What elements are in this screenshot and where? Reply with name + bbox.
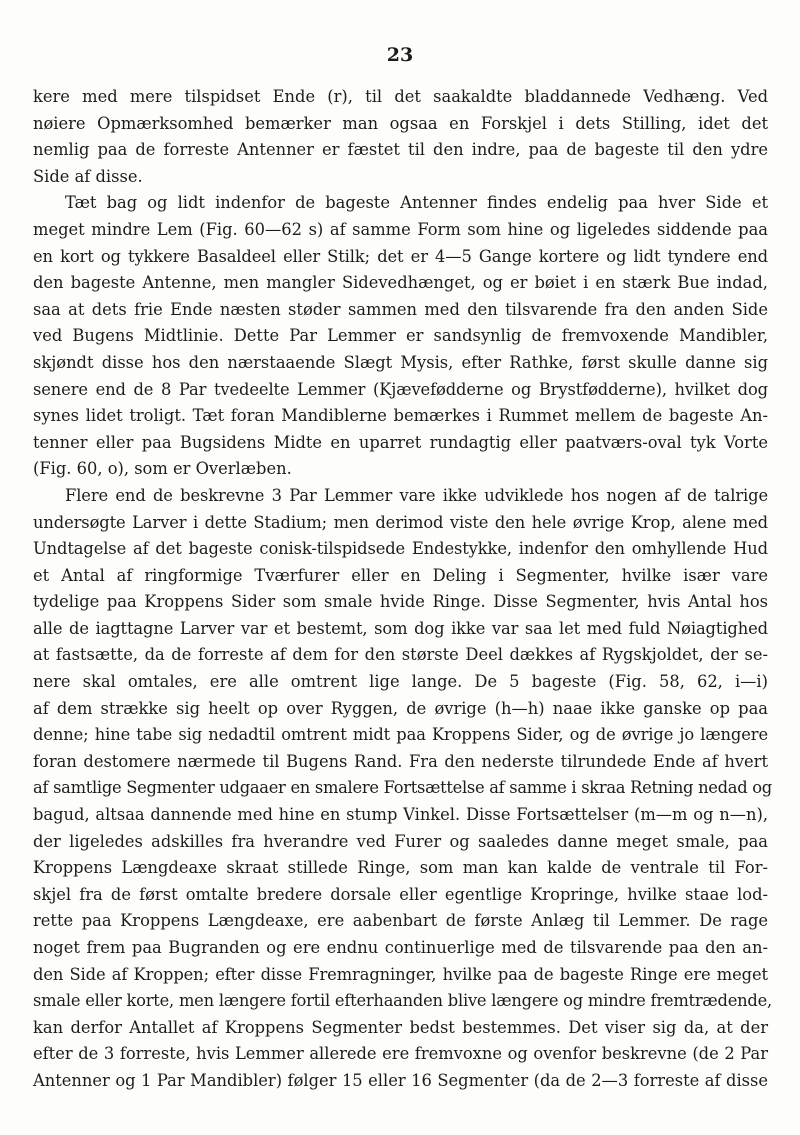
text-line: synes lidet troligt. Tæt foran Mandiblerne bemærkes i Rummet mellem de bageste An-	[33, 406, 768, 426]
text-line: kere med mere tilspidset Ende (r), til det saakaldte bladdannede Vedhæng. Ved	[33, 87, 768, 106]
text-line: Tæt bag og lidt indenfor de bageste Antenner findes endelig paa hver Side et	[65, 193, 768, 213]
text-line: nemlig paa de forreste Antenner er fæstet til den indre, paa de bageste til den ydre	[33, 140, 768, 160]
text-line: meget mindre Lem (Fig. 60—62 s) af samme Form som hine og ligeledes siddende paa	[33, 219, 768, 239]
text-line: den Side af Kroppen; efter disse Fremragninger, hvilke paa de bageste Ringe ere meget	[33, 964, 768, 984]
text-line: Kroppens Længdeaxe skraat stillede Ringe, som man kan kalde de ventrale til For-	[33, 858, 768, 878]
text-line: Side af disse.	[33, 166, 143, 186]
text-line: nøiere Opmærksomhed bemærker man ogsaa en Forskjel i dets Stilling, idet det	[33, 113, 768, 133]
text-line: der ligeledes adskilles fra hverandre ved Furer og saaledes danne meget smale, paa	[33, 831, 768, 851]
text-line: undersøgte Larver i dette Stadium; men derimod viste den hele øvrige Krop, alene med	[33, 512, 768, 532]
text-line: Undtagelse af det bageste conisk-tilspidsede Endestykke, indenfor den omhyllende Hud	[33, 539, 768, 559]
text-line: (Fig. 60, o), som er Overlæben.	[33, 459, 292, 479]
text-line: foran destomere nærmede til Bugens Rand. Fra den nederste tilrundede Ende af hvert	[33, 751, 768, 771]
text-line: Antenner og 1 Par Mandibler) følger 15 eller 16 Segmenter (da de 2—3 forreste af disse	[33, 1070, 768, 1090]
text-line: rette paa Kroppens Længdeaxe, ere aabenbart de første Anlæg til Lemmer. De rage	[33, 911, 768, 931]
text-line: denne; hine tabe sig nedadtil omtrent midt paa Kroppens Sider, og de øvrige jo længere	[33, 725, 768, 745]
text-line: ved Bugens Midtlinie. Dette Par Lemmer er sandsynlig de fremvoxende Mandibler,	[33, 326, 768, 346]
text-line: tydelige paa Kroppens Sider som smale hvide Ringe. Disse Segmenter, hvis Antal hos	[33, 592, 768, 612]
text-line: at fastsætte, da de forreste af dem for den største Deel dækkes af Rygskjoldet, der se-	[33, 645, 768, 665]
page-number: 23	[386, 44, 414, 66]
text-line: bagud, altsaa dannende med hine en stump Vinkel. Disse Fortsættelser (m—m og n—n),	[33, 805, 768, 825]
text-line: en kort og tykkere Basaldeel eller Stilk; det er 4—5 Gange kortere og lidt tyndere end	[33, 246, 768, 266]
text-line: skjøndt disse hos den nærstaaende Slægt Mysis, efter Rathke, først skulle danne sig	[33, 352, 768, 372]
text-line: alle de iagttagne Larver var et bestemt, som dog ikke var saa let med fuld Nøiagtighed	[33, 618, 768, 638]
text-line: senere end de 8 Par tvedeelte Lemmer (Kjævefødderne og Brystfødderne), hvilket dog	[33, 379, 768, 399]
text-line: af dem strække sig heelt op over Ryggen, de øvrige (h—h) naae ikke ganske op paa	[33, 698, 768, 718]
text-line: efter de 3 forreste, hvis Lemmer allerede ere fremvoxne og ovenfor beskrevne (de 2 Par	[33, 1044, 768, 1064]
text-line: saa at dets frie Ende næsten støder sammen med den tilsvarende fra den anden Side	[33, 299, 768, 319]
text-line: et Antal af ringformige Tværfurer eller en Deling i Segmenter, hvilke især vare	[33, 565, 768, 585]
body-text	[33, 84, 772, 1095]
text-line: kan derfor Antallet af Kroppens Segmenter bedst bestemmes. Det viser sig da, at der	[33, 1017, 768, 1037]
text-line: tenner eller paa Bugsidens Midte en uparret rundagtig eller paatværs-oval tyk Vorte	[33, 432, 768, 452]
text-line: af samtlige Segmenter udgaaer en smalere Fortsættelse af samme i skraa Retning nedad og	[33, 778, 772, 798]
text-line: skjel fra de først omtalte bredere dorsale eller egentlige Kropringe, hvilke staae lod-	[33, 884, 768, 904]
text-line: nere skal omtales, ere alle omtrent lige lange. De 5 bageste (Fig. 58, 62, i—i)	[33, 672, 768, 692]
text-line: smale eller korte, men længere fortil efterhaanden blive længere og mindre fremtrædende,	[33, 991, 772, 1011]
text-line: noget frem paa Bugranden og ere endnu continuerlige med de tilsvarende paa den an-	[33, 938, 768, 957]
text-line: den bageste Antenne, men mangler Sidevedhænget, og er bøiet i en stærk Bue indad,	[33, 273, 768, 293]
text-line: Flere end de beskrevne 3 Par Lemmer vare ikke udviklede hos nogen af de talrige	[65, 485, 768, 505]
